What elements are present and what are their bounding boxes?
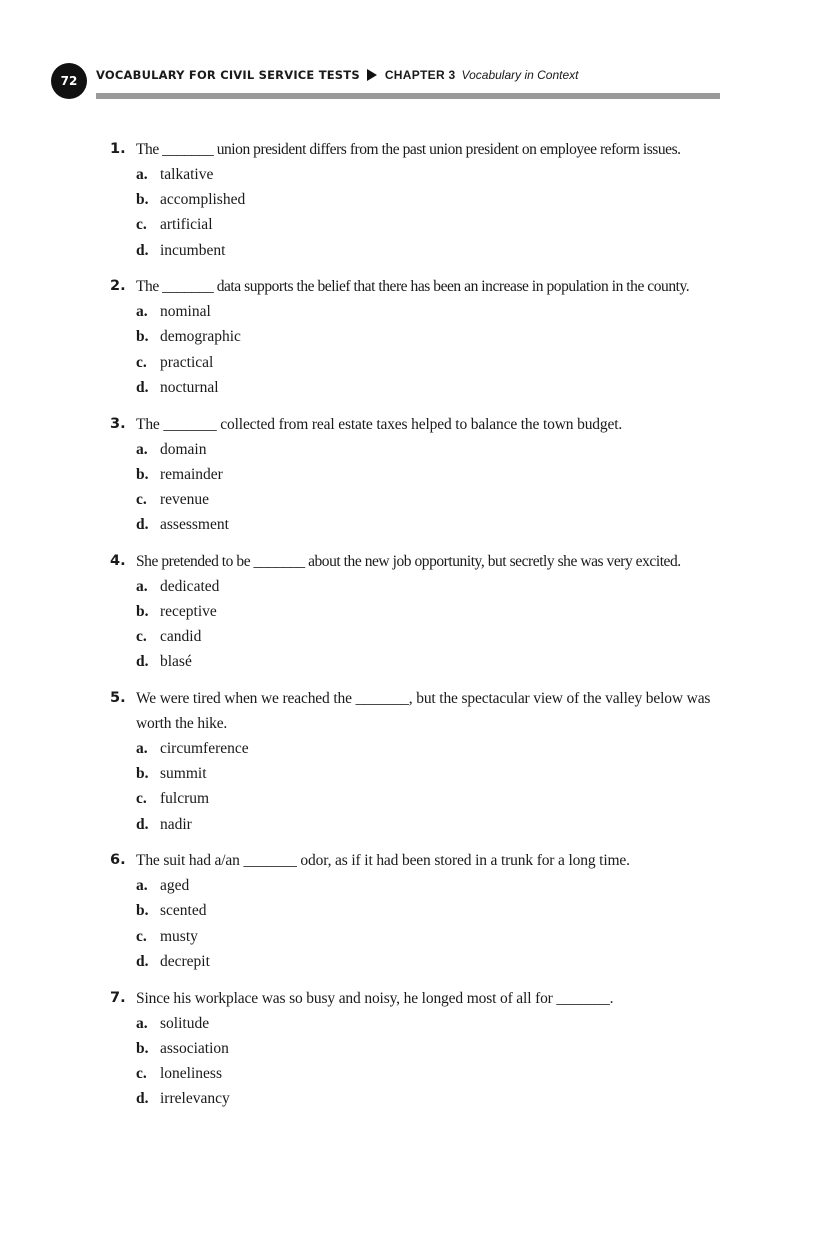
option-text: nocturnal — [160, 378, 219, 396]
option-letter: d. — [136, 516, 149, 534]
option-text: remainder — [160, 465, 223, 483]
option-letter: b. — [136, 602, 149, 620]
answer-option — [136, 924, 816, 949]
option-letter: c. — [136, 628, 147, 646]
option-letter: b. — [136, 328, 149, 346]
answer-option — [136, 1086, 816, 1111]
option-letter: c. — [136, 790, 147, 808]
question-number: 7. — [110, 989, 126, 1006]
option-text: nominal — [160, 303, 211, 321]
option-letter: d. — [136, 378, 149, 396]
answer-option — [136, 487, 816, 512]
question-number: 4. — [110, 552, 126, 569]
question-1 — [0, 137, 816, 263]
question-6 — [0, 848, 816, 974]
answer-option — [136, 350, 816, 375]
option-letter: c. — [136, 216, 147, 234]
option-letter: c. — [136, 353, 147, 371]
option-text: irrelevancy — [160, 1090, 230, 1108]
option-letter: a. — [136, 577, 148, 595]
answer-option — [136, 299, 816, 324]
chapter-topic: Vocabulary in Context — [461, 68, 579, 82]
option-text: accomplished — [160, 191, 246, 209]
answer-option — [136, 437, 816, 462]
question-4 — [0, 549, 816, 675]
option-letter: b. — [136, 1039, 149, 1057]
question-number: 5. — [110, 690, 126, 706]
option-text: practical — [160, 353, 214, 371]
option-letter: a. — [136, 303, 148, 321]
question-number: 3. — [110, 415, 126, 432]
option-text: musty — [160, 927, 198, 945]
option-text: candid — [160, 628, 202, 646]
option-letter: a. — [136, 440, 148, 458]
option-letter: d. — [136, 952, 149, 970]
answer-options — [0, 437, 816, 538]
question-text: The suit had a/an _______ odor, as if it had been stored in a trunk for a long time. — [136, 852, 630, 870]
answer-options — [0, 574, 816, 675]
answer-option — [136, 599, 816, 624]
option-text: fulcrum — [160, 790, 210, 808]
option-letter: d. — [136, 653, 149, 671]
answer-option — [136, 324, 816, 349]
answer-option — [136, 512, 816, 537]
chapter-label: CHAPTER 3 — [384, 68, 456, 82]
answer-option — [136, 624, 816, 649]
header-divider — [96, 93, 720, 99]
play-arrow-icon — [367, 69, 377, 81]
option-letter: a. — [136, 166, 148, 183]
answer-option — [136, 375, 816, 400]
answer-options — [0, 736, 816, 837]
answer-options — [0, 162, 816, 263]
question-number: 1. — [110, 141, 126, 157]
answer-option — [136, 462, 816, 487]
option-text: solitude — [160, 1014, 210, 1032]
option-letter: a. — [136, 1014, 148, 1032]
answer-option — [136, 649, 816, 674]
option-letter: d. — [136, 815, 149, 833]
option-text: association — [160, 1039, 229, 1057]
question-text: The _______ collected from real estate taxes helped to balance the town budget. — [136, 415, 623, 433]
option-text: artificial — [160, 216, 213, 234]
option-text: scented — [160, 902, 207, 920]
page-number: 72 — [60, 74, 78, 88]
question-number: 2. — [110, 278, 126, 295]
answer-option — [136, 873, 816, 898]
question-text: Since his workplace was so busy and noisy, he longed most of all for _______. — [136, 989, 614, 1007]
option-text: blasé — [160, 653, 192, 671]
running-header — [96, 68, 578, 82]
option-letter: d. — [136, 1090, 149, 1108]
answer-option — [136, 187, 816, 212]
option-text: assessment — [160, 516, 229, 534]
option-letter: c. — [136, 1064, 147, 1082]
answer-option — [136, 574, 816, 599]
option-text: incumbent — [160, 241, 226, 259]
option-text: demographic — [160, 328, 241, 346]
option-text: talkative — [160, 166, 214, 183]
option-text: aged — [160, 877, 190, 895]
option-letter: c. — [136, 490, 147, 508]
answer-option — [136, 1036, 816, 1061]
question-list — [0, 137, 816, 1123]
answer-option — [136, 812, 816, 837]
answer-options — [0, 873, 816, 974]
book-title: VOCABULARY FOR CIVIL SERVICE TESTS — [96, 68, 360, 82]
question-text: She pretended to be _______ about the new job opportunity, but secretly she was very excited. — [136, 552, 681, 570]
option-text: revenue — [160, 490, 210, 508]
answer-option — [136, 1011, 816, 1036]
option-text: receptive — [160, 602, 217, 620]
question-text: The _______ union president differs from the past union president on employee reform issues. — [136, 141, 681, 158]
option-text: domain — [160, 440, 207, 458]
answer-option — [136, 761, 816, 786]
option-text: dedicated — [160, 577, 220, 595]
question-3 — [0, 412, 816, 538]
option-letter: b. — [136, 191, 149, 209]
answer-option — [136, 238, 816, 263]
question-text: We were tired when we reached the _______, but the spectacular view of the valley below was worth the hike. — [136, 690, 711, 732]
answer-option — [136, 786, 816, 811]
option-letter: a. — [136, 740, 148, 757]
option-letter: b. — [136, 465, 149, 483]
question-text: The _______ data supports the belief that there has been an increase in population in the county. — [136, 278, 690, 296]
option-letter: b. — [136, 765, 149, 783]
question-5 — [0, 686, 816, 837]
answer-option — [136, 162, 816, 187]
answer-option — [136, 1061, 816, 1086]
option-letter: a. — [136, 877, 148, 895]
question-number: 6. — [110, 852, 126, 869]
option-text: loneliness — [160, 1064, 222, 1082]
option-text: circumference — [160, 740, 249, 757]
answer-option — [136, 898, 816, 923]
question-2 — [0, 274, 816, 400]
answer-option — [136, 736, 816, 761]
answer-option — [136, 212, 816, 237]
option-letter: b. — [136, 902, 149, 920]
option-text: summit — [160, 765, 207, 783]
answer-options — [0, 299, 816, 400]
option-letter: c. — [136, 927, 147, 945]
page-number-badge — [51, 63, 87, 99]
answer-options — [0, 1011, 816, 1112]
option-text: nadir — [160, 815, 192, 833]
answer-option — [136, 949, 816, 974]
question-7 — [0, 986, 816, 1112]
option-letter: d. — [136, 241, 149, 259]
option-text: decrepit — [160, 952, 210, 970]
